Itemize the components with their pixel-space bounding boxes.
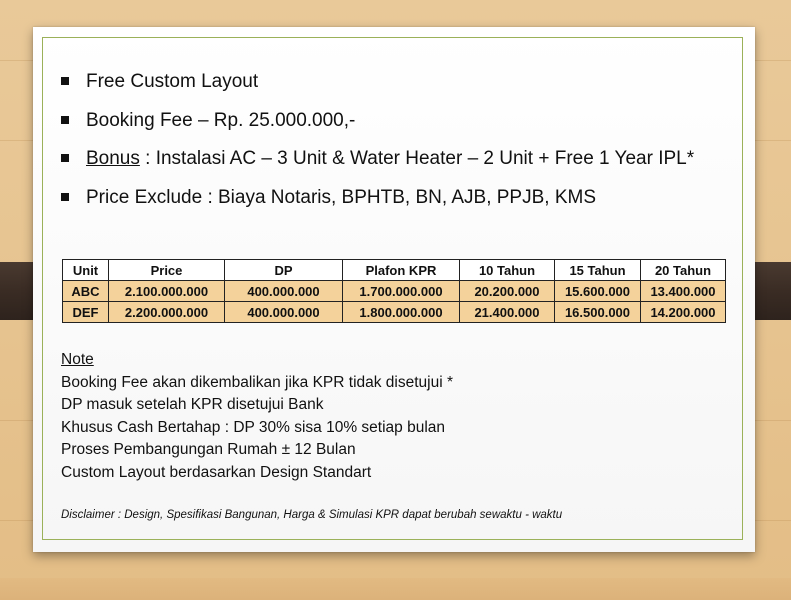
note-line: Booking Fee akan dikembalikan jika KPR tidak disetujui * (61, 373, 454, 391)
table-cell: 1.800.000.000 (343, 302, 460, 323)
table-cell: 15.600.000 (555, 281, 641, 302)
table-cell: 2.200.000.000 (109, 302, 225, 323)
table-cell: 20.200.000 (460, 281, 555, 302)
table-row (63, 281, 726, 302)
table-cell: 21.400.000 (460, 302, 555, 323)
bullet-square-icon (61, 154, 69, 162)
table-cell: DEF (63, 302, 109, 323)
table-header: DP (225, 260, 343, 281)
table-cell: ABC (63, 281, 109, 302)
table-header: Unit (63, 260, 109, 281)
table-header: 10 Tahun (460, 260, 555, 281)
disclaimer-text: Disclaimer : Design, Spesifikasi Bangunan, Harga & Simulasi KPR dapat berubah sewaktu - waktu (61, 509, 563, 521)
note-section (61, 351, 453, 486)
bullet-item: Bonus : Instalasi AC – 3 Unit & Water Heater – 2 Unit + Free 1 Year IPL* (61, 148, 694, 187)
table-row (63, 302, 726, 323)
table-cell: 16.500.000 (555, 302, 641, 323)
price-table (62, 259, 726, 323)
table-cell: 400.000.000 (225, 281, 343, 302)
table-header: 15 Tahun (555, 260, 641, 281)
note-line: Proses Pembangungan Rumah ± 12 Bulan (61, 441, 356, 458)
price-card (33, 27, 755, 552)
note-line: Custom Layout berdasarkan Design Standart (61, 463, 372, 481)
bullet-square-icon (61, 116, 69, 124)
table-cell: 13.400.000 (641, 281, 726, 302)
table-header: Plafon KPR (343, 260, 460, 281)
table-cell: 1.700.000.000 (343, 281, 460, 302)
table-cell: 400.000.000 (225, 302, 343, 323)
bullet-item: Booking Fee – Rp. 25.000.000,- (61, 110, 694, 149)
table-cell: 2.100.000.000 (109, 281, 225, 302)
table-header-row (63, 260, 726, 281)
note-line: Khusus Cash Bertahap : DP 30% sisa 10% setiap bulan (61, 418, 446, 436)
bullet-square-icon (61, 77, 69, 85)
bonus-label: Bonus (86, 148, 140, 169)
table-header: 20 Tahun (641, 260, 726, 281)
bullet-square-icon (61, 193, 69, 201)
table-cell: 14.200.000 (641, 302, 726, 323)
bullet-item: Price Exclude : Biaya Notaris, BPHTB, BN, AJB, PPJB, KMS (61, 187, 694, 226)
bullet-item: Free Custom Layout (61, 71, 694, 110)
feature-list (61, 71, 694, 225)
table-header: Price (109, 260, 225, 281)
note-line: DP masuk setelah KPR disetujui Bank (61, 396, 324, 413)
bottom-wood (0, 578, 791, 600)
note-title: Note (61, 351, 94, 368)
